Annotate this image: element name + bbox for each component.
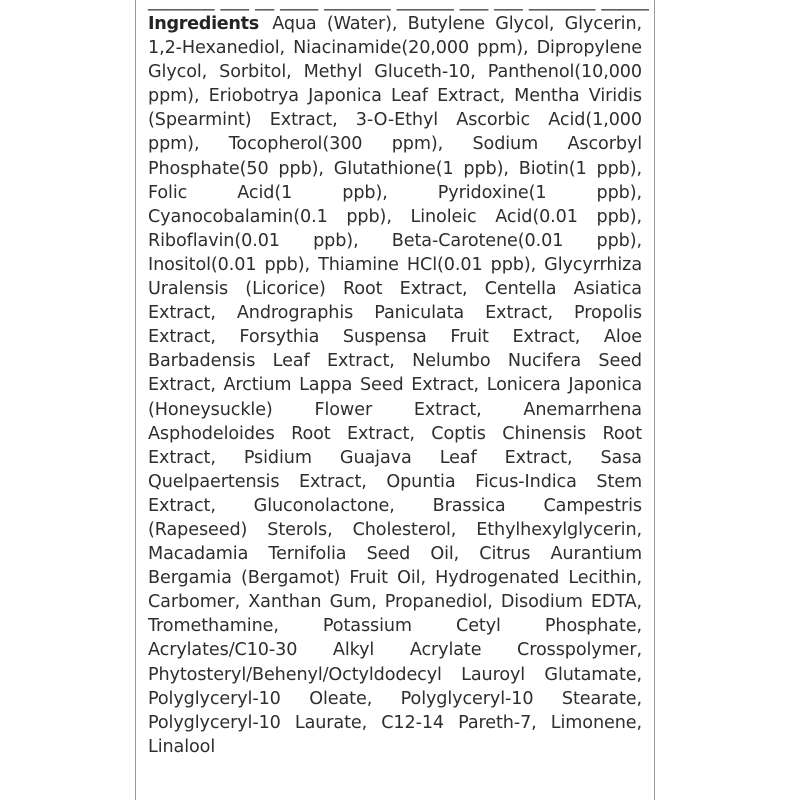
panel-border-right [654,0,655,800]
panel-border-left [135,0,136,800]
clipped-text-line [148,0,649,11]
clipped-text-glyphs: _______ ___ __ ____ _______ ______ ___ ___ _______ _____ [148,0,649,11]
ingredients-heading: Ingredients [148,14,259,34]
ingredients-list: Aqua (Water), Butylene Glycol, Glycerin, 1,2-Hexanediol, Niacinamide(20,000 ppm), Dipropylene Glycol, Sorbitol, Methyl Gluceth-10, Panthenol(10,000 ppm), Eriobotrya Japonica Leaf Extract, Mentha Viridis (Spearmint) Extract, 3-O-Ethyl Ascorbic Acid(1,000 ppm), Tocopherol(300 ppm), Sodium Ascorbyl Phosphate(50 ppb), Glutathione(1 ppb), Biotin(1 ppb), Folic Acid(1 ppb), Pyridoxine(1 ppb), Cyanocobalamin(0.1 ppb), Linoleic Acid(0.01 ppb), Riboflavin(0.01 ppb), Beta-Carotene(0.01 ppb), Inositol(0.01 ppb), Thiamine HCl(0.01 ppb), Glycyrrhiza Uralensis (Licorice) Root Extract, Centella Asiatica Extract, Andrographis Paniculata Extract, Propolis Extract, Forsythia Suspensa Fruit Extract, Aloe Barbadensis Leaf Extract, Nelumbo Nucifera Seed Extract, Arctium Lappa Seed Extract, Lonicera Japonica (Honeysuckle) Flower Extract, Anemarrhena Asphodeloides Root Extract, Coptis Chinensis Root Extract, Psidium Guajava Leaf Extract, Sasa Quelpaertensis Extract, Opuntia Ficus-Indica Stem Extract, Gluconolactone, Brassica Campestris (Rapeseed) Sterols, Cholesterol, Ethylhexylglycerin, Macadamia Ternifolia Seed Oil, Citrus Aurantium Bergamia (Bergamot) Fruit Oil, Hydrogenated Lecithin, Carbomer, Xanthan Gum, Propanediol, Disodium EDTA, Tromethamine, Potassium Cetyl Phosphate, Acrylates/C10-30 Alkyl Acrylate Crosspolymer, Phytosteryl/Behenyl/Octyldodecyl Lauroyl Glutamate, Polyglyceryl-10 Oleate, Polyglyceryl-10 Stearate, Polyglyceryl-10 Laurate, C12-14 Pareth-7, Limonene, Linalool [148,14,643,757]
ingredients-panel [148,12,642,759]
